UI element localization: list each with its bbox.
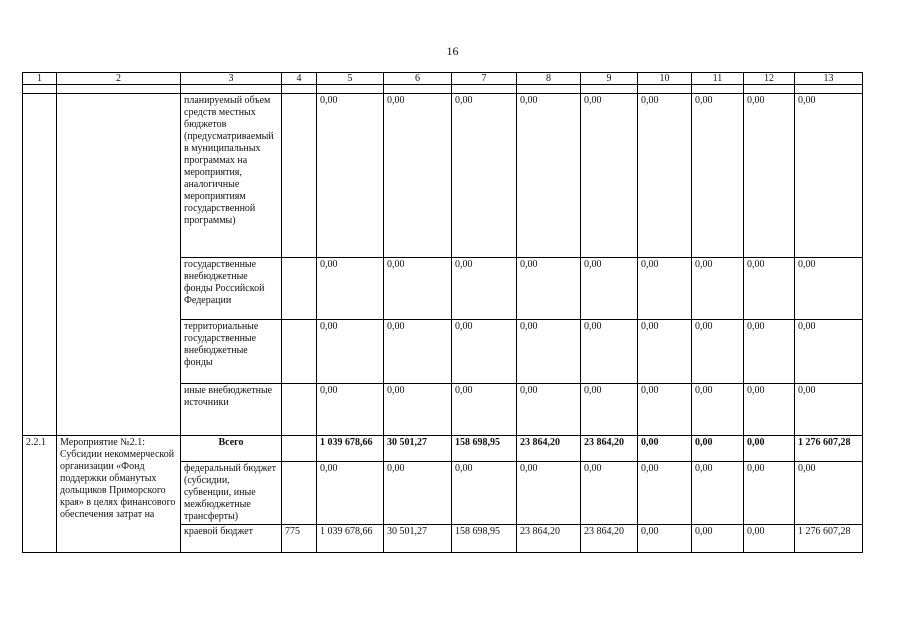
col-num: 5 — [317, 73, 384, 85]
value-cell: 0,00 — [581, 384, 638, 436]
value-cell: 0,00 — [744, 525, 795, 553]
value-cell: 0,00 — [384, 384, 452, 436]
value-cell: 23 864,20 — [517, 436, 581, 462]
source-label: Всего — [181, 436, 282, 462]
col-num: 11 — [692, 73, 744, 85]
value-cell: 0,00 — [317, 462, 384, 525]
col-num: 10 — [638, 73, 692, 85]
value-cell: 0,00 — [517, 258, 581, 320]
col-num: 9 — [581, 73, 638, 85]
value-cell: 0,00 — [744, 258, 795, 320]
value-cell: 1 039 678,66 — [317, 525, 384, 553]
value-cell: 0,00 — [317, 258, 384, 320]
measure-number: 2.2.1 — [23, 436, 57, 553]
col-num: 13 — [795, 73, 863, 85]
value-cell: 0,00 — [581, 258, 638, 320]
value-cell: 0,00 — [638, 94, 692, 258]
value-cell: 0,00 — [384, 258, 452, 320]
value-cell: 0,00 — [638, 525, 692, 553]
value-cell: 158 698,95 — [452, 436, 517, 462]
value-cell: 1 039 678,66 — [317, 436, 384, 462]
value-cell: 0,00 — [581, 320, 638, 384]
value-cell: 0,00 — [692, 462, 744, 525]
value-cell: 0,00 — [795, 320, 863, 384]
value-cell: 23 864,20 — [581, 525, 638, 553]
measure-title-cell — [57, 94, 181, 436]
value-cell: 158 698,95 — [452, 525, 517, 553]
value-cell: 0,00 — [692, 258, 744, 320]
value-cell: 0,00 — [452, 258, 517, 320]
value-cell: 0,00 — [384, 462, 452, 525]
value-cell: 0,00 — [638, 258, 692, 320]
value-cell: 0,00 — [452, 320, 517, 384]
value-cell: 0,00 — [692, 436, 744, 462]
value-cell: 0,00 — [384, 320, 452, 384]
value-cell: 0,00 — [517, 384, 581, 436]
value-cell: 0,00 — [692, 320, 744, 384]
value-cell: 0,00 — [581, 94, 638, 258]
source-label: краевой бюджет — [181, 525, 282, 553]
value-cell: 0,00 — [692, 525, 744, 553]
table-row — [23, 94, 863, 258]
value-cell: 0,00 — [744, 320, 795, 384]
value-cell: 1 276 607,28 — [795, 436, 863, 462]
value-cell: 0,00 — [638, 436, 692, 462]
measure-number-cell — [23, 94, 57, 436]
col-num: 7 — [452, 73, 517, 85]
value-cell: 0,00 — [744, 462, 795, 525]
source-label: планируемый объем средств местных бюджетов (предусматриваемый в муниципальных программах на мероприятия, аналогичные мероприятиям государственной программы) — [181, 94, 282, 258]
measure-title: Мероприятие №2.1: Субсидии некоммерческой организации «Фонд поддержки обманутых дольщиков Приморского края» в целях финансового обеспечения затрат на — [57, 436, 181, 553]
value-cell: 0,00 — [692, 384, 744, 436]
code-cell — [282, 436, 317, 462]
value-cell: 0,00 — [744, 436, 795, 462]
table-row — [23, 436, 863, 462]
value-cell: 30 501,27 — [384, 436, 452, 462]
value-cell: 0,00 — [452, 462, 517, 525]
col-num: 8 — [517, 73, 581, 85]
col-num: 2 — [57, 73, 181, 85]
code-cell — [282, 384, 317, 436]
value-cell: 0,00 — [638, 384, 692, 436]
value-cell: 0,00 — [517, 94, 581, 258]
source-label: иные внебюджетные источники — [181, 384, 282, 436]
value-cell: 0,00 — [384, 94, 452, 258]
value-cell: 23 864,20 — [517, 525, 581, 553]
value-cell: 0,00 — [517, 462, 581, 525]
value-cell: 30 501,27 — [384, 525, 452, 553]
value-cell: 0,00 — [317, 320, 384, 384]
source-label: территориальные государственные внебюджетные фонды — [181, 320, 282, 384]
code-cell — [282, 258, 317, 320]
value-cell: 0,00 — [517, 320, 581, 384]
value-cell: 1 276 607,28 — [795, 525, 863, 553]
value-cell: 0,00 — [638, 462, 692, 525]
value-cell: 0,00 — [581, 462, 638, 525]
page-number: 16 — [446, 44, 459, 58]
spacer-row — [23, 85, 863, 94]
column-numbers-row — [23, 73, 863, 85]
value-cell: 0,00 — [744, 384, 795, 436]
budget-table — [22, 72, 863, 553]
value-cell: 0,00 — [317, 384, 384, 436]
col-num: 6 — [384, 73, 452, 85]
col-num: 3 — [181, 73, 282, 85]
source-label: федеральный бюджет (субсидии, субвенции, иные межбюджетные трансферты) — [181, 462, 282, 525]
value-cell: 0,00 — [452, 94, 517, 258]
value-cell: 0,00 — [795, 258, 863, 320]
value-cell: 0,00 — [452, 384, 517, 436]
col-num: 12 — [744, 73, 795, 85]
value-cell: 0,00 — [795, 384, 863, 436]
value-cell: 0,00 — [795, 462, 863, 525]
value-cell: 23 864,20 — [581, 436, 638, 462]
value-cell: 0,00 — [795, 94, 863, 258]
value-cell: 0,00 — [638, 320, 692, 384]
code-cell — [282, 320, 317, 384]
code-cell — [282, 462, 317, 525]
value-cell: 0,00 — [692, 94, 744, 258]
value-cell: 0,00 — [744, 94, 795, 258]
code-cell — [282, 94, 317, 258]
col-num: 4 — [282, 73, 317, 85]
source-label: государственные внебюджетные фонды Российской Федерации — [181, 258, 282, 320]
code-cell: 775 — [282, 525, 317, 553]
value-cell: 0,00 — [317, 94, 384, 258]
col-num: 1 — [23, 73, 57, 85]
